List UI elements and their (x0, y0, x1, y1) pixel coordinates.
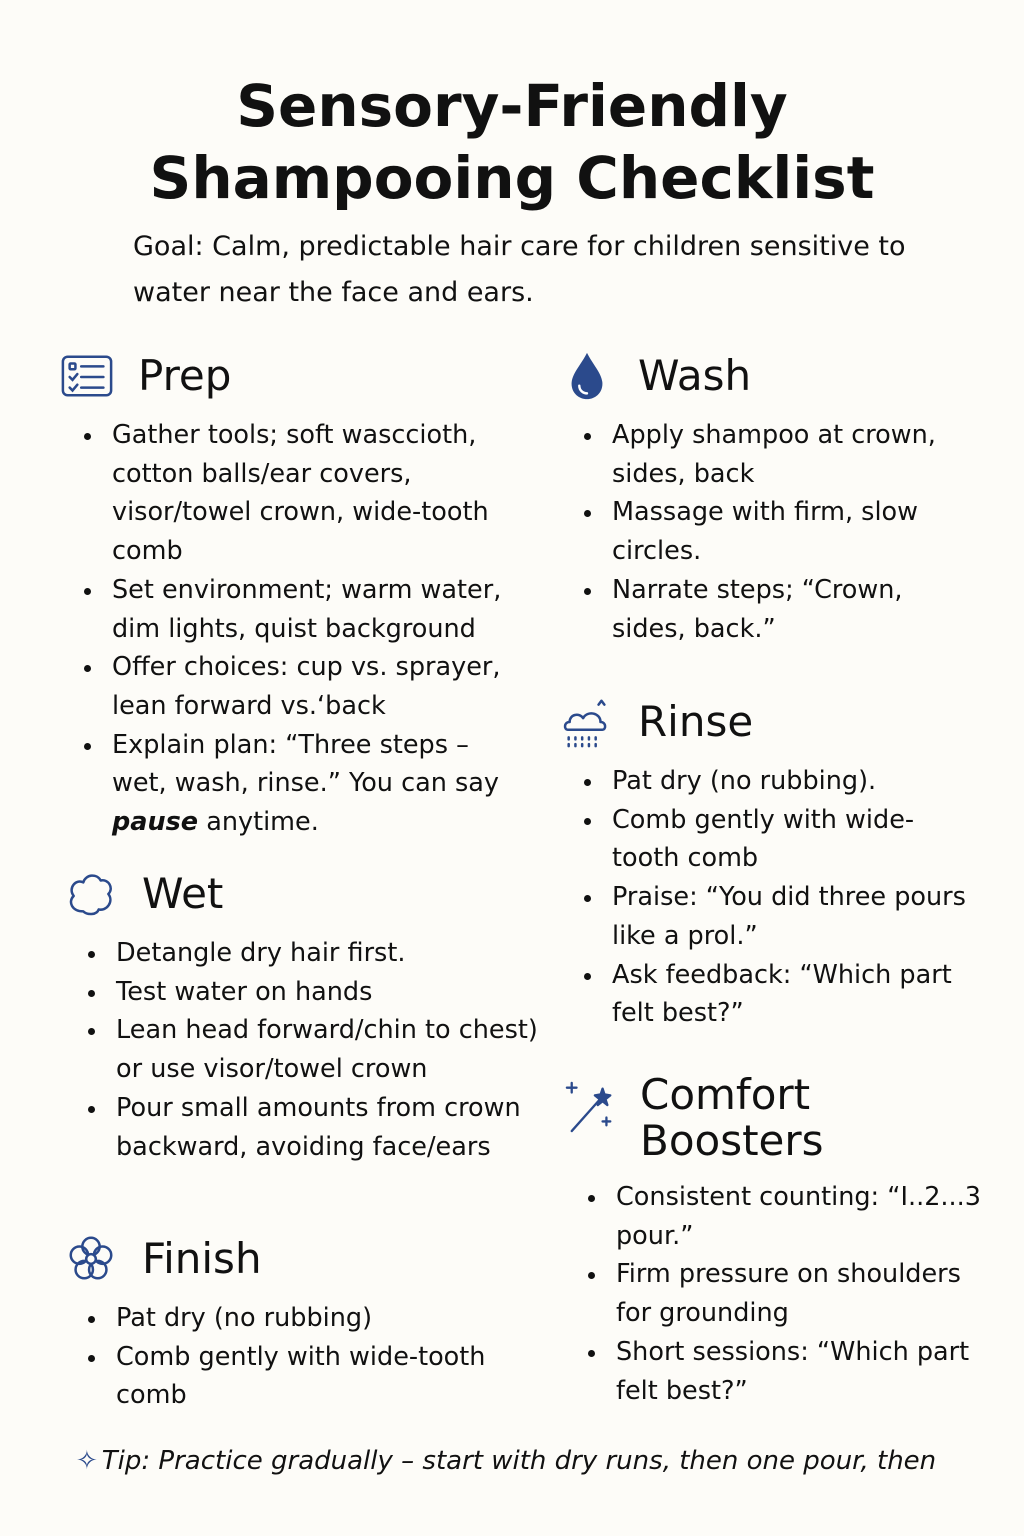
list-item: Firm pressure on shoulders for grounding (564, 1255, 984, 1332)
list-item: Set environment; warm water, dim lights, quist background (60, 571, 530, 648)
list-item: Pat dry (no rubbing). (560, 762, 980, 801)
section-wash (560, 346, 980, 648)
section-finish (64, 1229, 544, 1415)
list-item: Short sessions: “Which part felt best?” (564, 1333, 984, 1410)
section-title-prep: Prep (138, 351, 232, 400)
list-item: Narrate steps; “Crown, sides, back.” (560, 571, 980, 648)
list-item: Apply shampoo at crown, sides, back (560, 416, 980, 493)
title-line-2: Shampooing Checklist (149, 144, 875, 212)
checklist-icon (60, 348, 116, 404)
title-line-1: Sensory-Friendly (236, 72, 788, 140)
sparkle-icon: ✧ (76, 1446, 98, 1476)
wet-list (64, 934, 544, 1166)
list-item: Pat dry (no rubbing) (64, 1299, 544, 1338)
shower-cloud-icon (560, 694, 616, 750)
section-comfort-boosters (564, 1072, 984, 1410)
water-drop-icon (560, 348, 616, 404)
explain-emphasis: pause (112, 807, 199, 838)
list-item: Consistent counting: “I..2...3 pour.” (564, 1178, 984, 1255)
section-rinse (560, 692, 980, 1033)
section-title-rinse: Rinse (638, 697, 754, 746)
tip-footer (76, 1446, 976, 1476)
rinse-list (560, 762, 980, 1033)
section-title-wash: Wash (638, 351, 752, 400)
list-item: Gather tools; soft wascciоth, cotton balls/ear covers, visor/towel crown, wide-tooth comb (60, 416, 530, 571)
explain-prefix: Explain plan: “Three steps – wet, wash, rinse.” You can say (112, 729, 499, 799)
section-title-finish: Finish (142, 1234, 262, 1283)
list-item: Ask feedback: “Which part felt best?” (560, 956, 980, 1033)
list-item: Pour small amounts from crown backward, avoiding face/ears (64, 1089, 544, 1166)
prep-list (60, 416, 530, 842)
list-item: Detangle dry hair first. (64, 934, 544, 973)
section-title-comfort-boosters (640, 1072, 824, 1164)
explain-suffix: anytime. (198, 807, 319, 838)
section-prep (60, 346, 530, 842)
page-title (0, 70, 1024, 214)
goal-text: Goal: Calm, predictable hair care for children sensitive to water near the face and ears. (133, 231, 906, 308)
flower-icon (64, 1231, 120, 1287)
list-item: Comb gently with wide-tooth comb (560, 801, 980, 878)
comfort-title-line-2: Boosters (640, 1116, 824, 1165)
list-item: Massage with firm, slow circles. (560, 493, 980, 570)
cloud-icon (64, 866, 120, 922)
list-item: Praise: “You did three pours like a prol.” (560, 878, 980, 955)
magic-wand-icon (564, 1078, 620, 1134)
wash-list (560, 416, 980, 648)
list-item (60, 726, 530, 842)
comfort-title-line-1: Comfort (640, 1070, 811, 1119)
finish-list (64, 1299, 544, 1415)
tip-text: Tip: Practice gradually – start with dry runs, then one pour, then (101, 1446, 937, 1476)
list-item: Offer choices: cup vs. sprayer, lean forward vs.‘back (60, 648, 530, 725)
list-item: Comb gently with wide-tooth comb (64, 1338, 544, 1415)
list-item: Lean head forward/chin to chest) or use visor/towel crown (64, 1011, 544, 1088)
section-title-wet: Wet (142, 869, 224, 918)
comfort-list (564, 1178, 984, 1410)
section-wet (64, 864, 544, 1166)
list-item: Test water on hands (64, 973, 544, 1012)
